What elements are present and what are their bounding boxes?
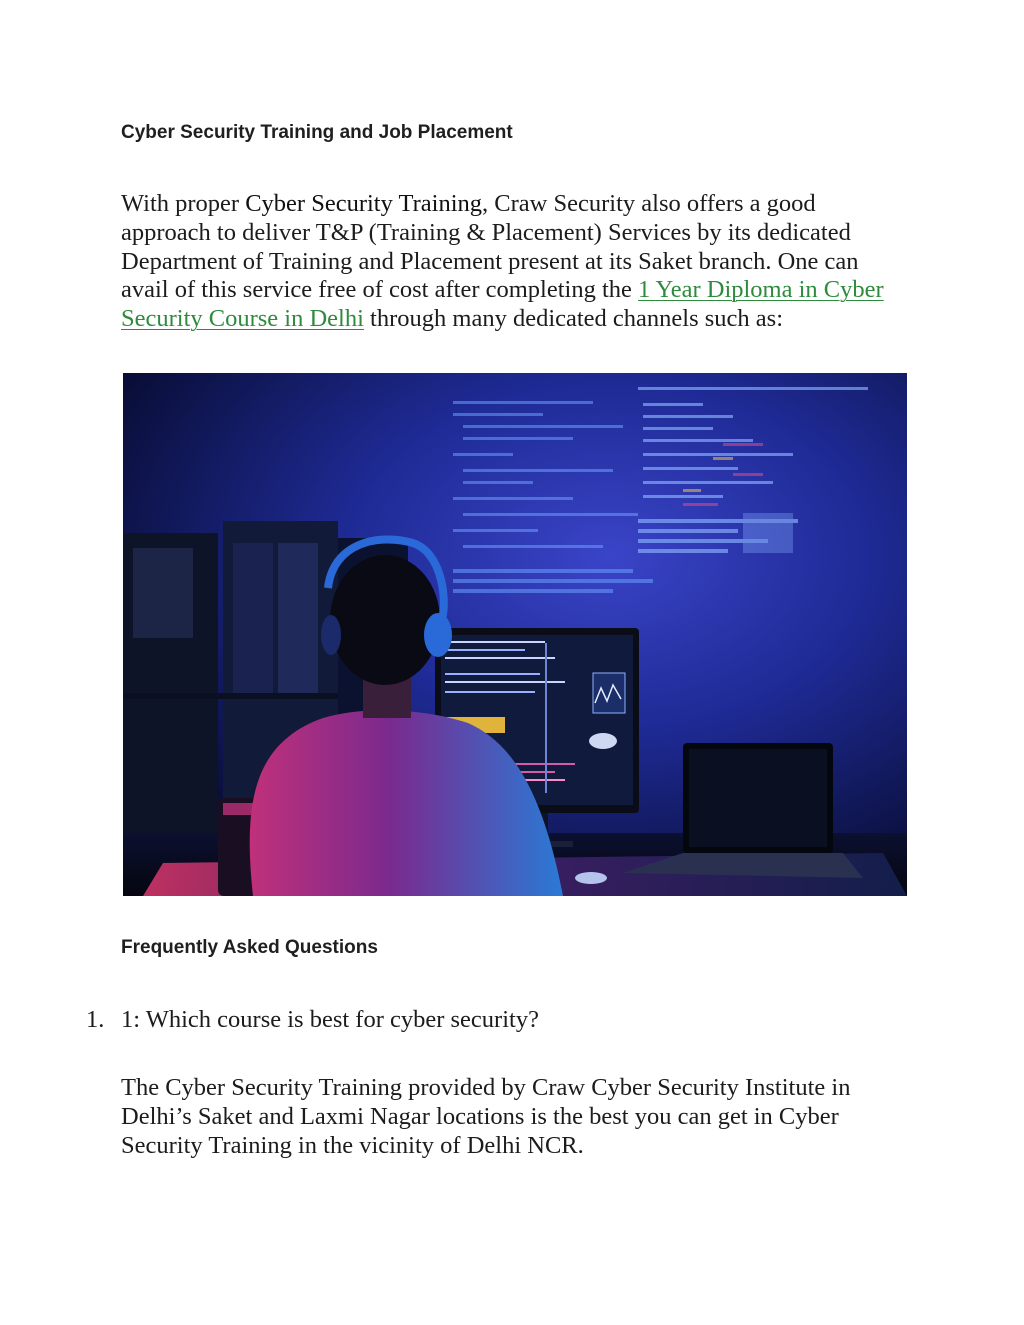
intro-text-2: , Craw Security also offers a good approach to deliver T&P (Training & Placement) Services by its dedicated Department of Training and Placement present at its Saket branch. One can avail of this service free of cost after completing the	[121, 190, 859, 304]
cyber-security-training-link[interactable]: Cyber Security Training	[245, 190, 483, 217]
intro-text-3: through many dedicated channels such as:	[363, 305, 784, 333]
faq-question-number: 1.	[86, 1006, 105, 1033]
diploma-course-link[interactable]: 1 Year Diploma in Cyber Security Course in Delhi	[121, 276, 884, 333]
photo-hacker-at-computer-icon	[123, 373, 907, 896]
faq-question-item	[86, 1005, 539, 1034]
faq-heading: Frequently Asked Questions	[121, 937, 378, 958]
page-heading: Cyber Security Training and Job Placement	[121, 122, 513, 143]
faq-question-text: 1: Which course is best for cyber security?	[121, 1006, 539, 1033]
faq-answer-paragraph: The Cyber Security Training provided by Craw Cyber Security Institute in Delhi’s Saket and Laxmi Nagar locations is the best you can get in Cyber Security Training in the vicinity of Delhi NCR.	[121, 1074, 851, 1159]
intro-paragraph	[121, 190, 911, 334]
intro-text-1: With proper	[121, 190, 246, 217]
